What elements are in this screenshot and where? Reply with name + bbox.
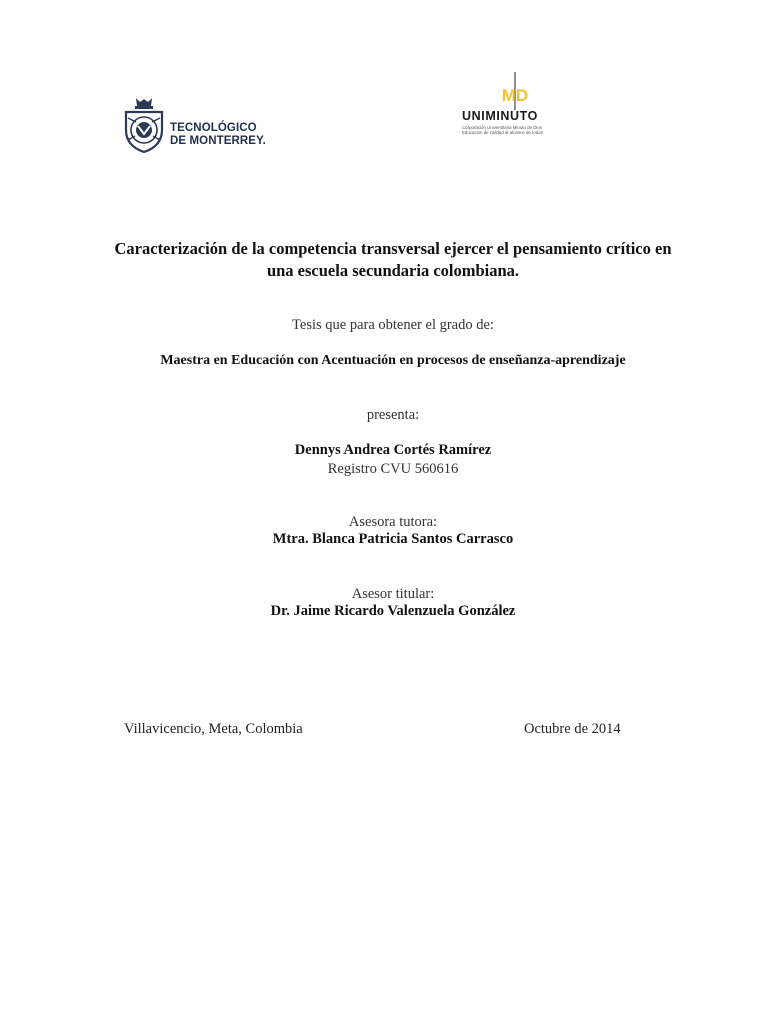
md-mark-icon <box>498 72 532 110</box>
uniminuto-sub1: Corporación Universitaria Minuto de Dios <box>462 125 543 130</box>
tec-line1: TECNOLÓGICO <box>170 122 257 134</box>
tutor-role: Asesora tutora: <box>348 514 438 530</box>
advisor-name: Dr. Jaime Ricardo Valenzuela González <box>270 603 516 619</box>
tecnologico-de-monterrey-logo <box>122 96 282 154</box>
tec-wordmark <box>170 122 266 147</box>
uniminuto-logo <box>446 68 582 140</box>
uniminuto-subtitle <box>462 125 543 135</box>
advisor-role: Asesor titular: <box>351 586 435 602</box>
presenta-label: presenta: <box>366 407 420 423</box>
thesis-title: Caracterización de la competencia transversal ejercer el pensamiento crítico en una escuela secundaria colombiana. <box>114 239 672 280</box>
author-registry: Registro CVU 560616 <box>327 461 459 477</box>
footer-date: Octubre de 2014 <box>524 721 621 737</box>
md-mark-text: MD <box>501 86 529 105</box>
author-name: Dennys Andrea Cortés Ramírez <box>294 442 492 458</box>
footer-place: Villavicencio, Meta, Colombia <box>124 721 303 737</box>
tec-seal-icon <box>122 96 166 154</box>
uniminuto-sub2: Educación de calidad al alcance de todos <box>462 130 543 136</box>
tec-line2: DE MONTERREY. <box>170 134 266 147</box>
degree-intro: Tesis que para obtener el grado de: <box>292 317 494 333</box>
tutor-name: Mtra. Blanca Patricia Santos Carrasco <box>272 531 514 547</box>
degree-name: Maestra en Educación con Acentuación en procesos de enseñanza-aprendizaje <box>160 353 626 368</box>
uniminuto-name: UNIMINUTO <box>462 109 538 123</box>
